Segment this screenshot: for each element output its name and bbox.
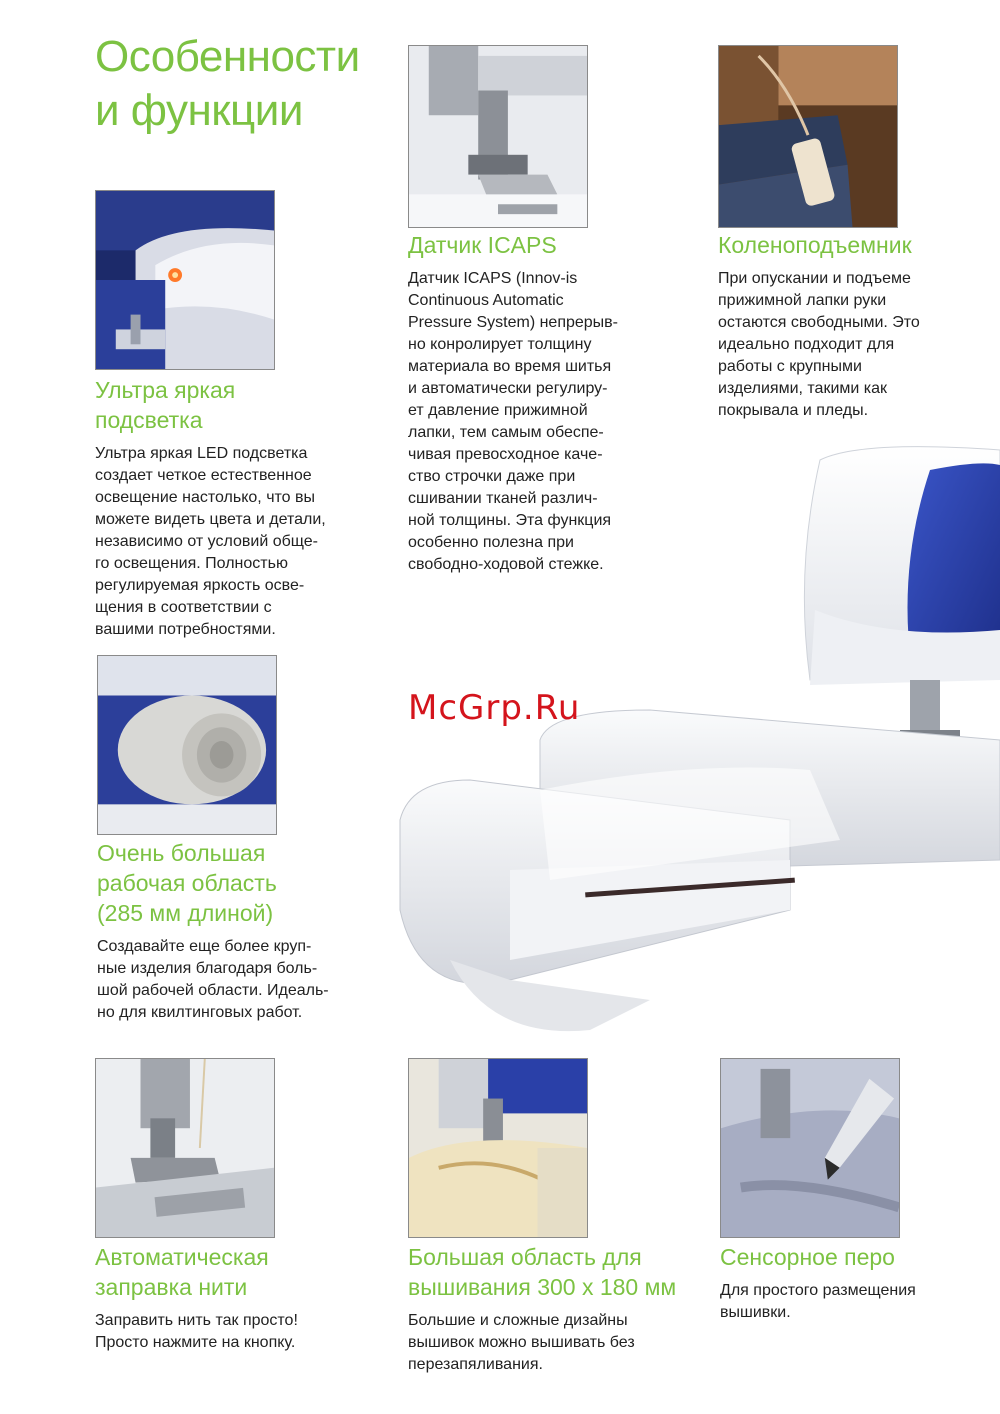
icaps-text-line: ет давление прижимной (408, 402, 588, 419)
workspace-title-line1: Очень большая (97, 840, 266, 866)
watermark: McGrp.Ru (408, 688, 581, 728)
pen-text-line: Для простого размещения (720, 1282, 916, 1299)
page-title (95, 30, 395, 138)
embroidery-machine-illustration (390, 440, 1000, 1060)
knee-text-line: покрывала и пледы. (718, 402, 869, 419)
knee-text-line: работы с крупными (718, 358, 862, 375)
knee-text-line: изделиями, такими как (718, 380, 888, 397)
embroidery-area-photo (408, 1058, 588, 1238)
workspace-title (97, 838, 277, 928)
embroidery-text-line: перезапяливания. (408, 1356, 543, 1373)
icaps-text-line: особенно полезна при (408, 534, 574, 551)
led-text-line: щения в соответствии с (95, 599, 272, 616)
led-description (95, 443, 385, 641)
icaps-text-line: ство строчки даже при (408, 468, 576, 485)
embroidery-area-description (408, 1310, 698, 1376)
workspace-title-line3: (285 мм длиной) (97, 900, 274, 926)
icaps-text-line: чивая превосходное каче- (408, 446, 603, 463)
auto-threading-title (95, 1242, 269, 1302)
led-text-line: создает четкое естественное (95, 467, 312, 484)
knee-lifter-title (718, 230, 912, 260)
workspace-text-line: но для квилтинговых работ. (97, 1004, 303, 1021)
threading-text-line: Заправить нить так просто! (95, 1312, 298, 1329)
led-title (95, 375, 235, 435)
led-text-line: можете видеть цвета и детали, (95, 511, 326, 528)
embroidery-text-line: вышивок можно вышивать без (408, 1334, 635, 1351)
embroidery-title-line2: вышивания 300 x 180 мм (408, 1274, 677, 1300)
icaps-text-line: Pressure System) непрерыв- (408, 314, 619, 331)
threading-title-line2: заправка нити (95, 1274, 248, 1300)
icaps-text-line: материала во время шитья (408, 358, 612, 375)
led-text-line: освещение настолько, что вы (95, 489, 316, 506)
icaps-text-line: но конролирует толщину (408, 336, 592, 353)
pen-text-line: вышивки. (720, 1304, 791, 1321)
sensor-pen-description (720, 1280, 990, 1324)
led-text-line: независимо от условий обще- (95, 533, 318, 550)
embroidery-area-title (408, 1242, 676, 1302)
page-title-line1: Особенности (95, 32, 360, 81)
led-text-line: го освещения. Полностью (95, 555, 288, 572)
icaps-text-line: сшивании тканей различ- (408, 490, 598, 507)
led-text-line: регулируемая яркость осве- (95, 577, 305, 594)
led-text-line: вашими потребностями. (95, 621, 276, 638)
knee-lifter-title-line1: Коленоподъемник (718, 232, 912, 258)
knee-lifter-photo (718, 45, 898, 228)
auto-threading-description (95, 1310, 385, 1354)
icaps-text-line: Датчик ICAPS (Innov-is (408, 270, 578, 287)
icaps-photo (408, 45, 588, 228)
knee-text-line: прижимной лапки руки (718, 292, 887, 309)
workspace-title-line2: рабочая область (97, 870, 277, 896)
knee-text-line: остаются свободными. Это (718, 314, 920, 331)
icaps-text-line: Continuous Automatic (408, 292, 564, 309)
workspace-text-line: Создавайте еще более круп- (97, 938, 312, 955)
icaps-title (408, 230, 557, 260)
workspace-description (97, 936, 387, 1024)
workspace-text-line: шой рабочей области. Идеаль- (97, 982, 329, 999)
led-text-line: Ультра яркая LED подсветка (95, 445, 308, 462)
led-light-photo (95, 190, 275, 370)
threading-text-line: Просто нажмите на кнопку. (95, 1334, 296, 1351)
icaps-text-line: лапки, тем самым обеспе- (408, 424, 604, 441)
workspace-photo (97, 655, 277, 835)
sensor-pen-title-line1: Сенсорное перо (720, 1244, 895, 1270)
knee-text-line: При опускании и подъеме (718, 270, 911, 287)
sensor-pen-photo (720, 1058, 900, 1238)
workspace-text-line: ные изделия благодаря боль- (97, 960, 318, 977)
sensor-pen-title (720, 1242, 895, 1272)
icaps-text-line: ной толщины. Эта функция (408, 512, 612, 529)
icaps-text-line: и автоматически регулиру- (408, 380, 608, 397)
embroidery-text-line: Большие и сложные дизайны (408, 1312, 628, 1329)
embroidery-title-line1: Большая область для (408, 1244, 642, 1270)
page-title-line2: и функции (95, 86, 303, 135)
icaps-title-line1: Датчик ICAPS (408, 232, 557, 258)
knee-lifter-description (718, 268, 993, 422)
auto-threading-photo (95, 1058, 275, 1238)
led-title-line1: Ультра яркая (95, 377, 236, 403)
threading-title-line1: Автоматическая (95, 1244, 269, 1270)
knee-text-line: идеально подходит для (718, 336, 895, 353)
led-title-line2: подсветка (95, 407, 203, 433)
icaps-text-line: свободно-ходовой стежке. (408, 556, 604, 573)
